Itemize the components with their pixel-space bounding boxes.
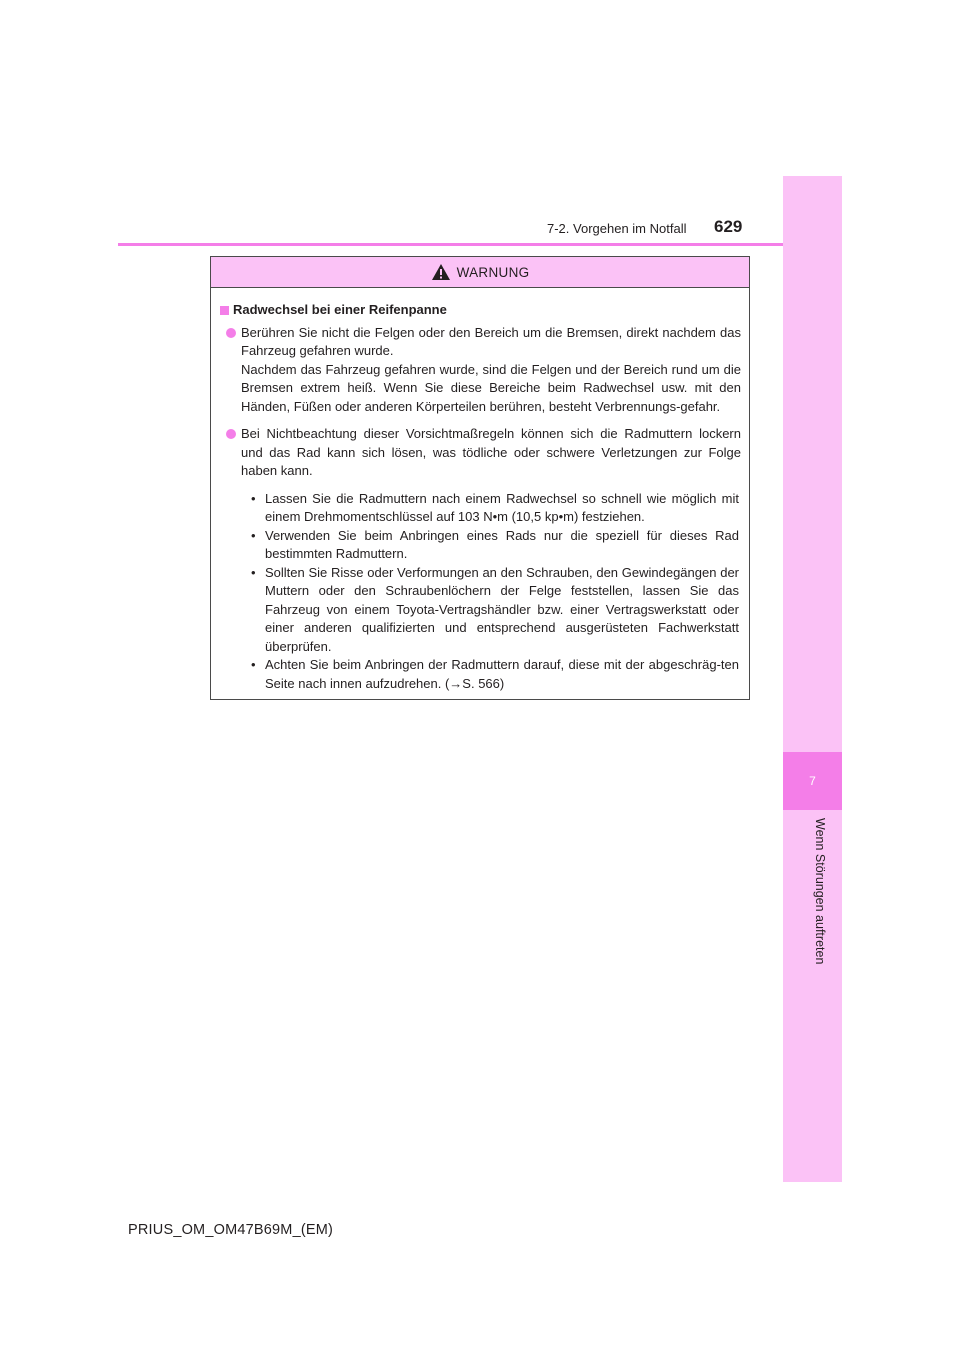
list-item-text: Lassen Sie die Radmuttern nach einem Radwechsel so schnell wie möglich mit einem Drehmomentschlüssel auf 103 N•m (10,5 kp•m) festziehen.: [265, 490, 739, 524]
bullet-mark: •: [251, 527, 256, 543]
warning-item: [220, 425, 741, 481]
warning-header: [211, 257, 749, 288]
list-item: [241, 656, 741, 693]
chapter-side-tab: [783, 176, 842, 1182]
warning-item-text: Berühren Sie nicht die Felgen oder den Bereich um die Bremsen, direkt nachdem das Fahrzeug gefahren wurde.: [241, 324, 741, 358]
header-divider: [118, 243, 783, 246]
list-item-text: Verwenden Sie beim Anbringen eines Rads nur die speziell für dieses Rad bestimmten Radmuttern.: [265, 527, 739, 561]
warning-section-heading: [220, 301, 741, 320]
document-id: PRIUS_OM_OM47B69M_(EM): [128, 1222, 334, 1238]
list-item: [241, 527, 741, 564]
list-item: [241, 490, 741, 527]
list-item-text: Sollten Sie Risse oder Verformungen an den Schrauben, den Gewindegängen der Muttern oder den Schraubenlöchern der Felge feststellen, lassen Sie das Fahrzeug von einem Toyota-Vertragshändler bzw. einer Vertragswerkstatt oder einer anderen qualifizierten und entsprechend ausgerüsteten Fachwerkstatt überprüfen.: [265, 564, 739, 654]
warning-section-title: Radwechsel bei einer Reifenpanne: [233, 302, 447, 317]
bullet-mark: •: [251, 490, 256, 506]
chapter-number-badge: [783, 752, 842, 810]
bullet-mark: •: [251, 657, 256, 672]
warning-item-text: Bei Nichtbeachtung dieser Vorsichtmaßregeln können sich die Radmuttern lockern und das Rad kann sich lösen, was tödliche oder schwere Verletzungen zur Folge haben kann.: [241, 426, 741, 478]
circle-bullet-icon: [226, 328, 236, 338]
page-number: 629: [714, 217, 743, 236]
warning-title: WARNUNG: [456, 264, 530, 280]
chapter-number: 7: [809, 774, 816, 788]
section-heading: 7-2. Vorgehen im Notfall: [547, 221, 687, 236]
warning-item: [220, 324, 741, 417]
square-bullet-icon: [220, 306, 229, 315]
bullet-mark: •: [251, 564, 256, 580]
list-item: [241, 564, 741, 657]
chapter-title: Wenn Störungen auftreten: [813, 818, 827, 965]
warning-body: [211, 288, 749, 693]
list-item-text: Achten Sie beim Anbringen der Radmuttern darauf, diese mit der abgeschräg-ten Seite nach innen aufzudrehen. (→S. 566): [265, 657, 739, 691]
warning-box: [210, 256, 750, 700]
warning-triangle-icon: [431, 263, 451, 281]
circle-bullet-icon: [226, 429, 236, 439]
warning-item-text: Nachdem das Fahrzeug gefahren wurde, sind die Felgen und der Bereich rund um die Bremsen extrem heiß. Wenn Sie diese Bereiche beim Radwechsel usw. mit den Händen, Füßen oder anderen Körperteilen berühren, besteht Verbrennungs-gefahr.: [241, 361, 741, 414]
warning-sub-list: [220, 490, 741, 694]
